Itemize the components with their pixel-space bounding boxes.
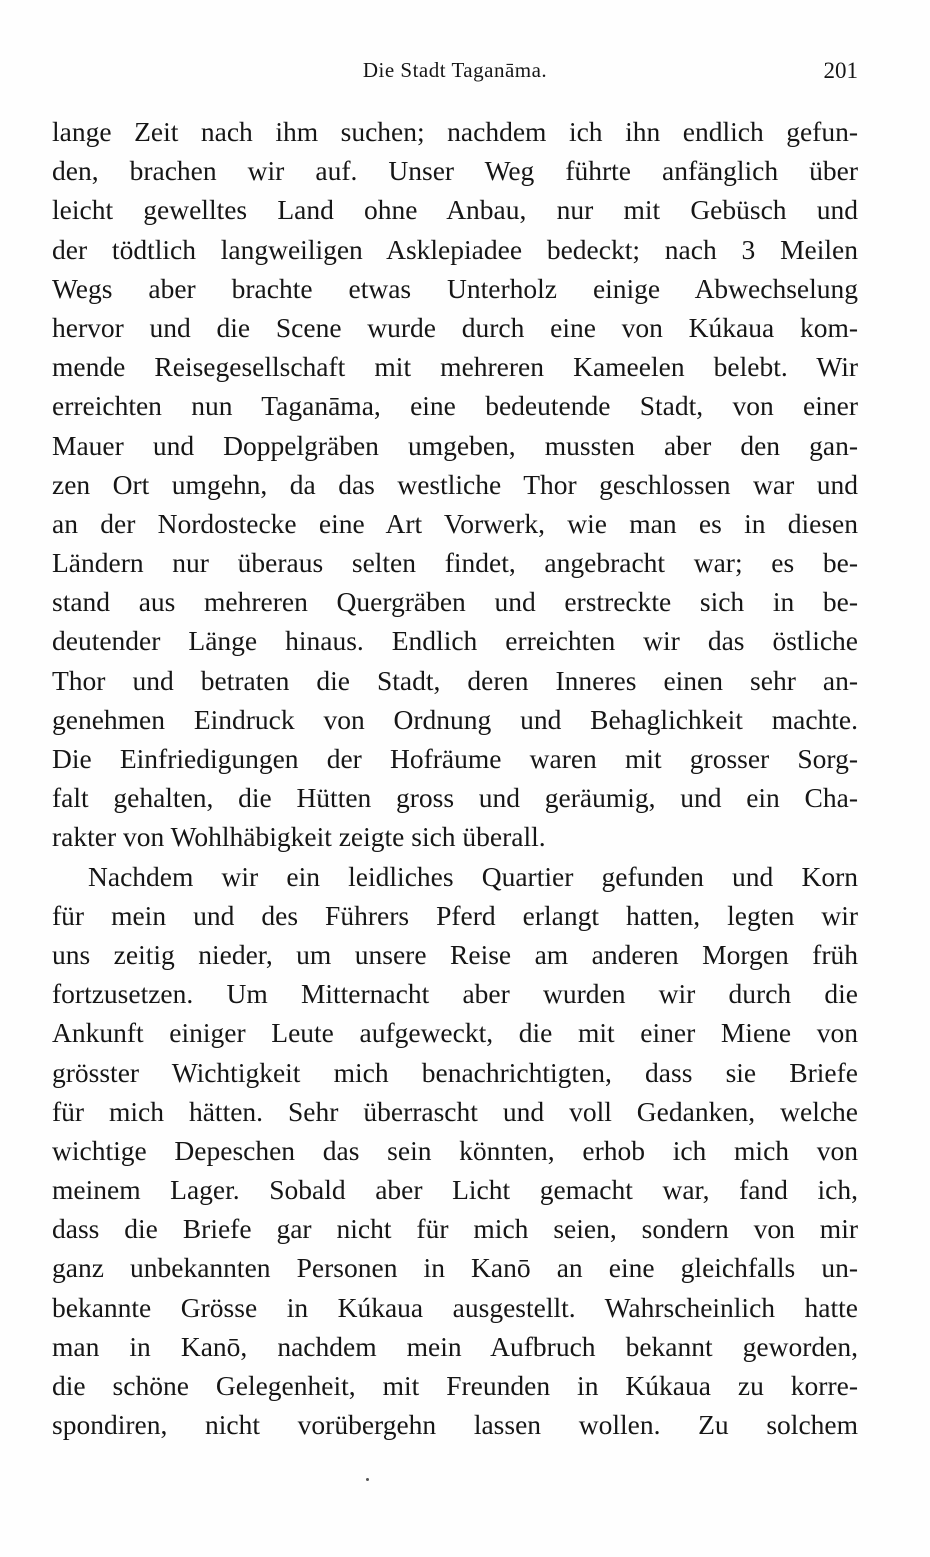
text-line: man in Kanō, nachdem mein Aufbruch bekannt geworden, <box>52 1330 858 1362</box>
text-line: Ankunft einiger Leute aufgeweckt, die mit einer Miene von <box>52 1017 858 1049</box>
text-line: die schöne Gelegenheit, mit Freunden in Kúkaua zu korre- <box>52 1370 858 1401</box>
text-line: meinem Lager. Sobald aber Licht gemacht war, fand ich, <box>52 1174 858 1206</box>
text-line: für mein und des Führers Pferd erlangt hatten, legten wir <box>52 899 858 931</box>
running-title: Die Stadt Taganāma. <box>362 58 548 82</box>
text-line: für mich hätten. Sehr überrascht und voll Gedanken, welche <box>52 1095 858 1127</box>
text-line: Nachdem wir ein leidliches Quartier gefunden und Korn <box>88 860 858 892</box>
text-line: spondiren, nicht vorübergehn lassen wollen. Zu solchem <box>52 1409 858 1441</box>
text-line: Die Einfriedigungen der Hofräume waren mit grosser Sorg- <box>52 743 858 774</box>
running-head <box>52 58 858 88</box>
text-line: rakter von Wohlhäbigkeit zeigte sich überall. <box>52 821 546 853</box>
print-speck <box>366 1478 369 1481</box>
text-line: Thor und betraten die Stadt, deren Inneres einen sehr an- <box>52 664 858 696</box>
text-line: der tödtlich langweiligen Asklepiadee bedeckt; nach 3 Meilen <box>52 233 858 265</box>
text-line: grösster Wichtigkeit mich benachrichtigten, dass sie Briefe <box>52 1056 858 1088</box>
body-text <box>52 112 858 1444</box>
page-number: 201 <box>823 58 858 83</box>
text-line: Mauer und Doppelgräben umgeben, mussten aber den gan- <box>52 429 858 461</box>
text-line: Wegs aber brachte etwas Unterholz einige Abwechselung <box>52 272 858 304</box>
text-line: den, brachen wir auf. Unser Weg führte anfänglich über <box>52 155 858 187</box>
text-line: dass die Briefe gar nicht für mich seien, sondern von mir <box>52 1213 858 1245</box>
text-line: falt gehalten, die Hütten gross und geräumig, und ein Cha- <box>52 782 858 814</box>
text-line: an der Nordostecke eine Art Vorwerk, wie man es in diesen <box>52 507 858 539</box>
text-line: deutender Länge hinaus. Endlich erreichten wir das östliche <box>52 625 858 657</box>
text-line: uns zeitig nieder, um unsere Reise am anderen Morgen früh <box>52 938 858 970</box>
paragraph-2 <box>52 857 858 1445</box>
text-line: ganz unbekannten Personen in Kanō an eine gleichfalls un- <box>52 1252 858 1284</box>
paragraph-1 <box>52 112 858 857</box>
text-line: fortzusetzen. Um Mitternacht aber wurden wir durch die <box>52 978 858 1010</box>
text-line: hervor und die Scene wurde durch eine von Kúkaua kom- <box>52 311 858 343</box>
text-line: leicht gewelltes Land ohne Anbau, nur mit Gebüsch und <box>52 194 858 226</box>
text-line: Ländern nur überaus selten findet, angebracht war; es be- <box>52 547 858 579</box>
text-line: zen Ort umgehn, da das westliche Thor geschlossen war und <box>52 468 858 500</box>
text-line: genehmen Eindruck von Ordnung und Behaglichkeit machte. <box>52 703 858 735</box>
text-line: lange Zeit nach ihm suchen; nachdem ich ihn endlich gefun- <box>52 116 858 147</box>
text-line: erreichten nun Taganāma, eine bedeutende Stadt, von einer <box>52 390 858 422</box>
text-line: stand aus mehreren Quergräben und erstreckte sich in be- <box>52 586 858 618</box>
text-line: mende Reisegesellschaft mit mehreren Kameelen belebt. Wir <box>52 351 858 383</box>
text-line: bekannte Grösse in Kúkaua ausgestellt. Wahrscheinlich hatte <box>52 1291 858 1323</box>
text-line: wichtige Depeschen das sein könnten, erhob ich mich von <box>52 1134 858 1166</box>
